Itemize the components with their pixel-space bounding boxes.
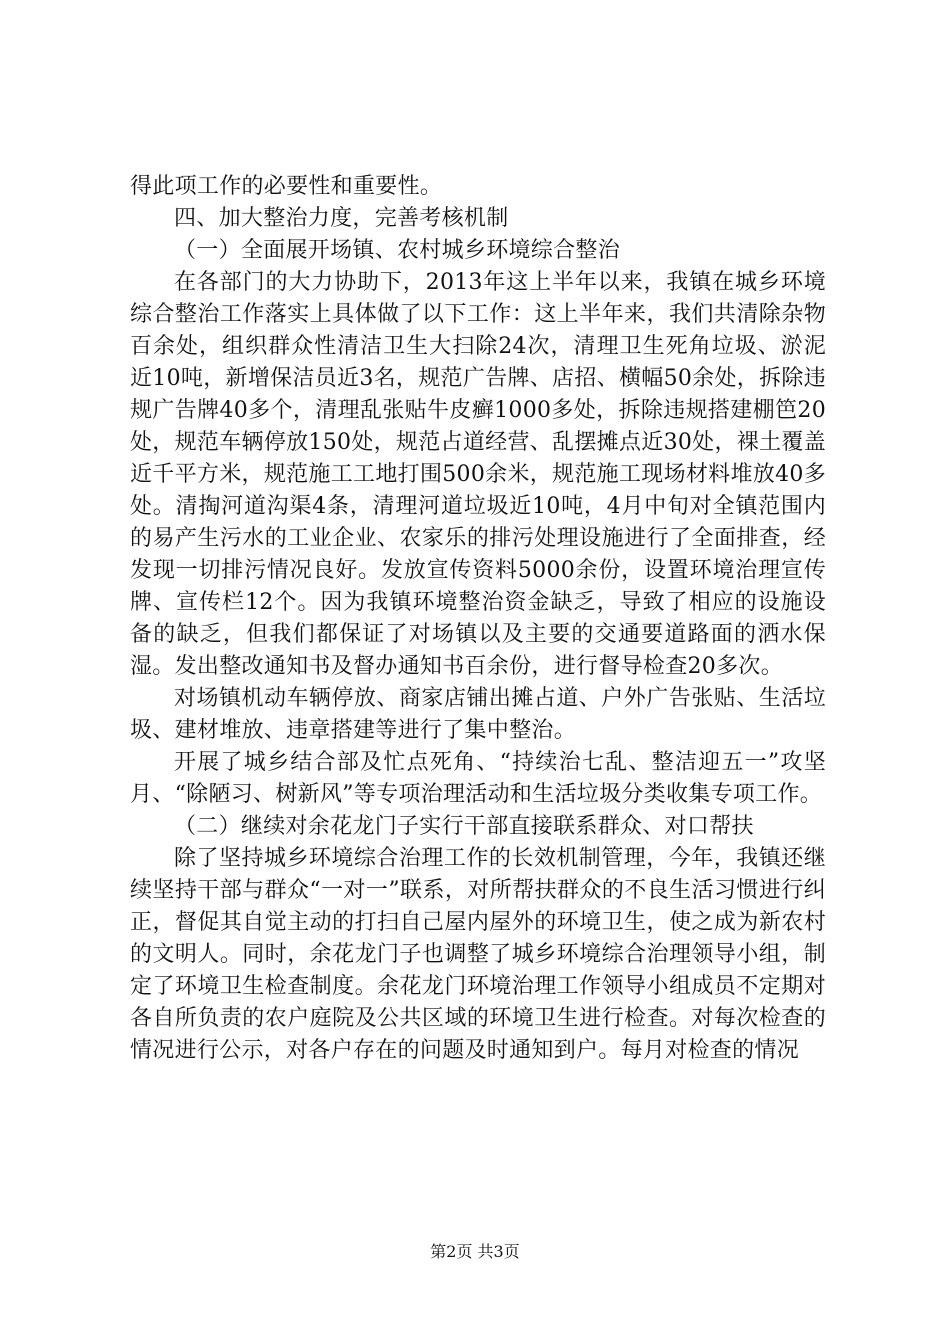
paragraph-continuation: 得此项工作的必要性和重要性。: [130, 174, 443, 199]
document-body: [130, 171, 826, 1067]
paragraph-cadre-contact: 除了坚持城乡环境综合治理工作的长效机制管理，今年，我镇还继续坚持干部与群众“一对一”联系，对所帮扶群众的不良生活习惯进行纠正，督促其自觉主动的打扫自己屋内屋外的环境卫生，使之成为新农村的文明人。同时，余花龙门子也调整了城乡环境综合治理领导小组，制定了环境卫生检查制度。余花龙门环境治理工作领导小组成员不定期对各自所负责的农户庭院及公共区域的环境卫生进行检查。对每次检查的情况进行公示，对各户存在的问题及时通知到户。每月对检查的情况: [130, 846, 826, 1063]
paragraph-vehicle-rectification: 对场镇机动车辆停放、商家店铺出摊占道、户外广告张贴、生活垃圾、建材堆放、违章搭建等进行了集中整治。: [130, 686, 826, 743]
subsection-heading-one: （一）全面展开场镇、农村城乡环境综合整治: [174, 238, 621, 263]
section-heading-four: 四、加大整治力度，完善考核机制: [174, 206, 509, 231]
paragraph-work-summary: 在各部门的大力协助下，2013年这上半年以来，我镇在城乡环境综合整治工作落实上具体做了以下工作：这上半年来，我们共清除杂物百余处，组织群众性清洁卫生大扫除24次，清理卫生死角垃圾、淤泥近10吨，新增保洁员近3名，规范广告牌、店招、横幅50余处，拆除违规广告牌40多个，清理乱张贴牛皮癣1000多处，拆除违规搭建棚笆20处，规范车辆停放150处，规范占道经营、乱摆摊点近30处，裸土覆盖近千平方米，规范施工工地打围500余米，规范施工现场材料堆放40多处。清掏河道沟渠4条，清理河道垃圾近10吨，4月中旬对全镇范围内的易产生污水的工业企业、农家乐的排污处理设施进行了全面排查，经发现一切排污情况良好。发放宣传资料5000余份，设置环境治理宣传牌、宣传栏12个。因为我镇环境整治资金缺乏，导致了相应的设施设备的缺乏，但我们都保证了对场镇以及主要的交通要道路面的洒水保湿。发出整改通知书及督办通知书百余份，进行督导检查20多次。: [130, 270, 826, 679]
page-footer: 第2页 共3页: [430, 1242, 520, 1261]
paragraph-special-campaigns: 开展了城乡结合部及忙点死角、“持续治七乱、整洁迎五一”攻坚月、“除陋习、树新风”等专项治理活动和生活垃圾分类收集专项工作。: [130, 750, 826, 807]
subsection-heading-two: （二）继续对余花龙门子实行干部直接联系群众、对口帮扶: [174, 814, 754, 839]
